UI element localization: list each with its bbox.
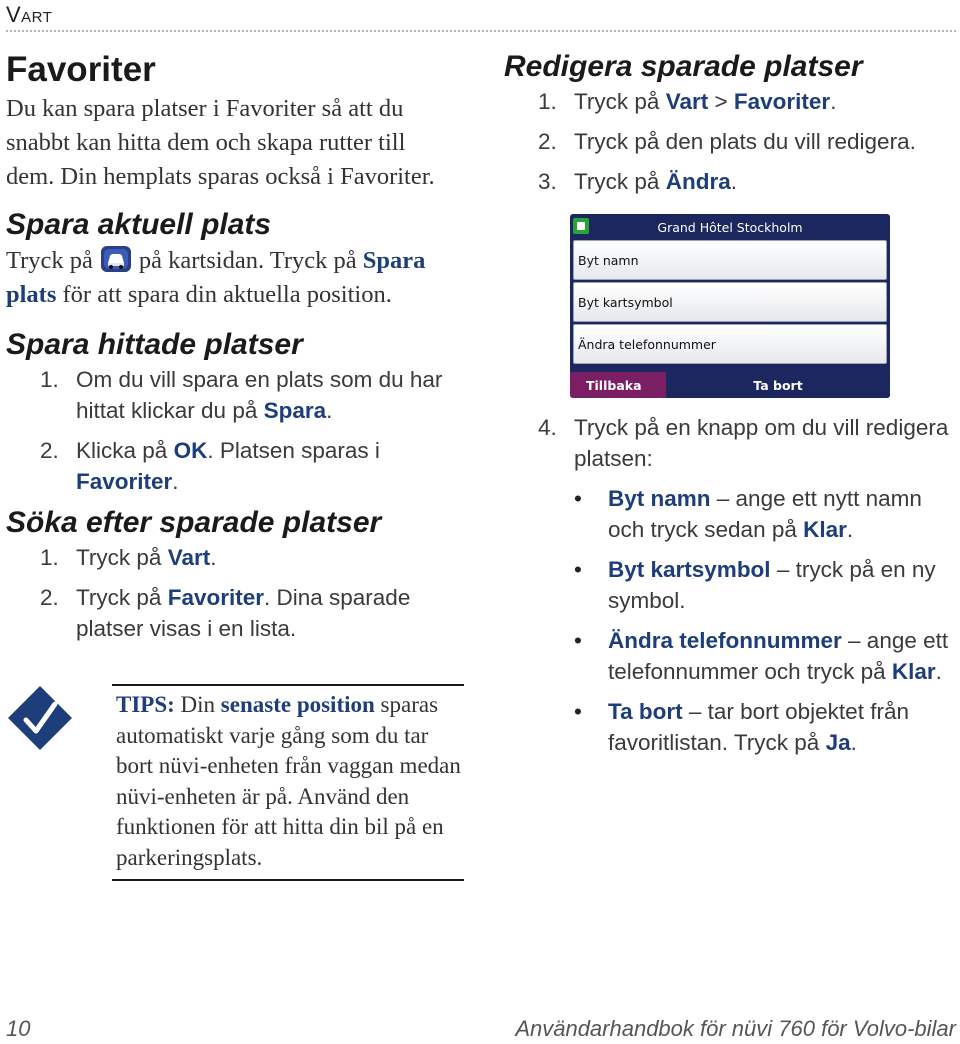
senaste-position-link[interactable]: senaste position [220,692,375,717]
page-number: 10 [6,1016,31,1041]
list-item [504,412,954,474]
heading-soka-efter-sparade: Söka efter sparade platser [6,506,382,539]
klar-link[interactable]: Klar [891,659,936,684]
byt-kartsymbol-button[interactable]: Byt kartsymbol [573,282,887,322]
step-number: 1. [40,367,59,392]
section-name: Vart [6,2,53,27]
bullet-text: – tryck på en ny symbol. [608,557,936,613]
favoriter-link[interactable]: Favoriter [76,469,173,494]
bullet: • [574,628,582,653]
screen-footer [570,372,890,398]
vart-link[interactable]: Vart [167,545,211,570]
step-number: 1. [538,89,557,114]
heading-spara-aktuell-plats: Spara aktuell plats [6,208,272,241]
heading-redigera-sparade: Redigera sparade platser [504,50,863,83]
page-title: Favoriter [6,50,156,89]
step-text: Om du vill spara en plats som du har hittat klickar du på [76,367,443,423]
spara-hittade-steps [6,364,446,497]
step-4-list [504,412,954,474]
favoriter-link[interactable]: Favoriter [167,585,264,610]
text-a: Tryck på [6,247,93,274]
list-item [574,696,954,758]
ok-link[interactable]: OK [173,438,208,463]
soka-steps [6,542,446,644]
list-item [574,625,954,687]
list-item [504,166,954,197]
byt-kartsymbol-term[interactable]: Byt kartsymbol [608,557,771,582]
tip-label: TIPS: [116,692,175,717]
byt-namn-button[interactable]: Byt namn [573,240,887,280]
step-punct: . [326,398,333,423]
bullet-punct: . [850,730,857,755]
bullet-punct: . [846,517,854,542]
step-punct: . [830,89,837,114]
list-item [6,435,446,497]
step-number: 2. [40,438,59,463]
ja-link[interactable]: Ja [825,730,851,755]
heading-spara-hittade-platser: Spara hittade platser [6,328,303,361]
step-text: . Platsen sparas i [207,438,380,463]
step-punct: . [210,545,217,570]
tillbaka-button[interactable]: Tillbaka [570,372,666,398]
checkmark-icon [6,684,74,752]
byt-namn-term[interactable]: Byt namn [608,486,711,511]
spara-plats-link[interactable]: Spara plats [6,247,426,308]
intro-paragraph: Du kan spara platser i Favoriter så att du snabbt kan hitta dem och skapa rutter till dem. Din hemplats sparas också i Favoriter. [6,95,435,190]
step-number: 2. [40,585,59,610]
step-text: Tryck på [76,585,162,610]
tip-callout [6,684,460,880]
tip-text-c: sparas automatiskt varje gång som du tar bort nüvi-enheten från vaggan medan nüvi-enheten är på. Använd den funktionen för att hitta din bil på en parkeringsplats. [116,692,461,870]
bullet-text: – ange ett nytt namn och tryck sedan på [608,486,922,542]
spara-aktuell-paragraph [6,244,456,312]
tip-box [112,684,464,881]
redigera-steps [504,86,954,197]
list-item [574,483,954,545]
vehicle-icon [99,244,133,274]
list-item [6,364,446,426]
bullet-text: – tar bort objektet från favoritlistan. Tryck på [608,699,909,755]
step-text: Klicka på [76,438,168,463]
favoriter-link[interactable]: Favoriter [733,89,831,114]
edit-options-list [574,483,954,758]
step-punct: . [730,169,737,194]
text-b: på kartsidan. Tryck på [138,247,357,274]
step-text: Tryck på [574,169,660,194]
tip-text-a: Din [180,692,216,717]
step-number: 1. [40,545,59,570]
step-text: Tryck på [574,89,660,114]
andra-link[interactable]: Ändra [665,169,731,194]
list-item [504,86,954,117]
text-c: för att spara din aktuella position. [62,281,392,308]
header-dotted-rule [6,30,956,32]
ta-bort-term[interactable]: Ta bort [608,699,683,724]
spara-link[interactable]: Spara [263,398,327,423]
bullet-punct: . [935,659,942,684]
step-text: Tryck på den plats du vill redigera. [574,129,916,154]
list-item [574,554,954,616]
list-item [6,542,446,573]
bullet: • [574,699,582,724]
list-item [6,582,446,644]
vart-link[interactable]: Vart [665,89,709,114]
bullet: • [574,486,582,511]
step-text: Tryck på [76,545,162,570]
footer-title: Användarhandbok för nüvi 760 för Volvo-bilar [515,1016,956,1041]
left-column [6,48,476,653]
screen-title: Grand Hôtel Stockholm [657,219,803,235]
right-column-lower [504,412,956,767]
andra-telefonnummer-term[interactable]: Ändra telefonnummer [608,628,842,653]
device-screenshot [570,214,890,398]
step-number: 2. [538,129,557,154]
ta-bort-button[interactable]: Ta bort [666,372,890,398]
step-separator: > [714,89,728,114]
bullet: • [574,557,582,582]
step-text: Tryck på en knapp om du vill redigera platsen: [574,415,949,471]
step-number: 4. [538,415,557,440]
klar-link[interactable]: Klar [803,517,847,542]
step-punct: . [172,469,179,494]
list-item [504,126,954,157]
bullet-text: – ange ett telefonnummer och tryck på [608,628,949,684]
step-number: 3. [538,169,557,194]
tip-text [116,690,464,873]
andra-telefonnummer-button[interactable]: Ändra telefonnummer [573,324,887,364]
step-text: . Dina sparade platser visas i en lista. [76,585,411,641]
right-column [504,48,956,206]
